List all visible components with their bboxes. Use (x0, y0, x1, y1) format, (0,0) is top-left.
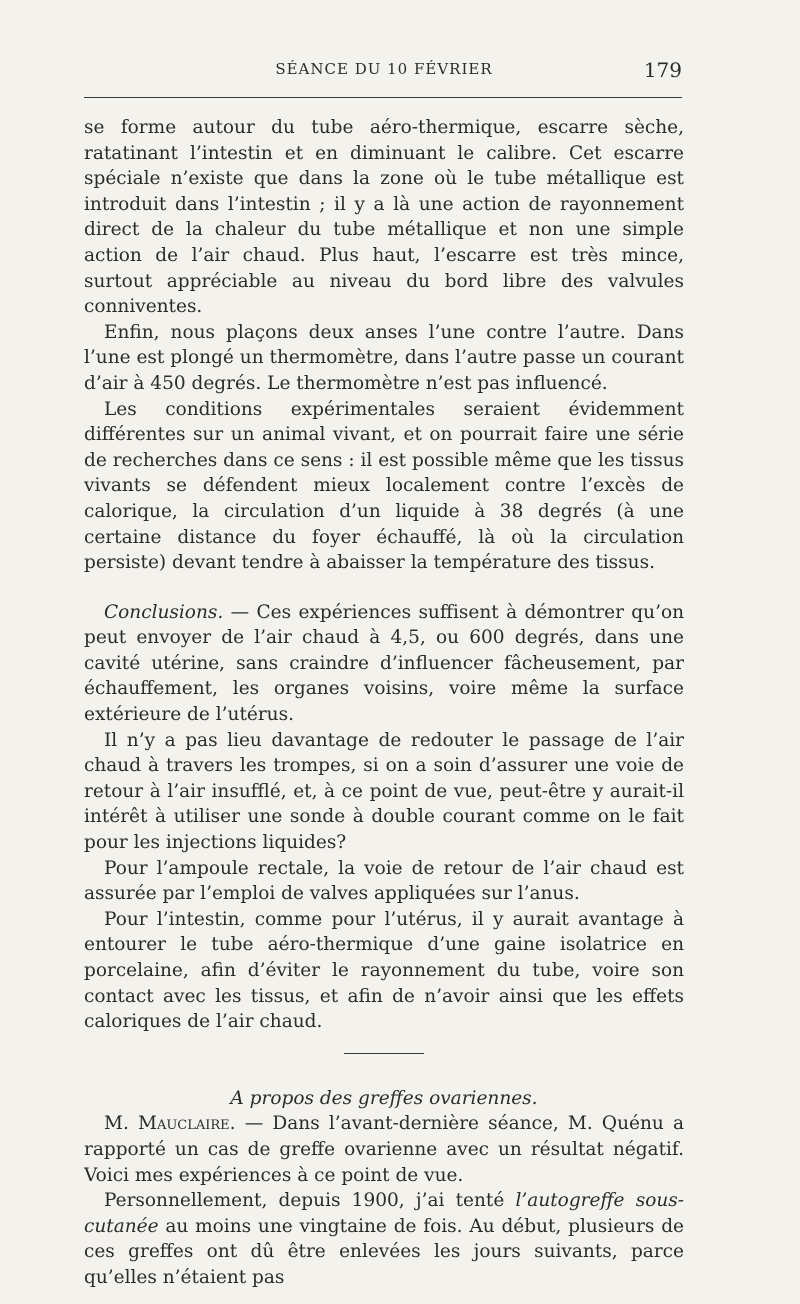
section-paragraph-2-a: Personnellement, depuis 1900, j’ai tenté (104, 1190, 516, 1212)
paragraph-6: Pour l’ampoule rectale, la voie de retour de l’air chaud est assurée par l’emploi de valves appliquées sur l’anus. (84, 857, 684, 905)
section-separator (344, 1053, 424, 1054)
paragraph-gap (84, 576, 684, 600)
conclusions-text: — Ces expériences suffisent à démontrer qu’on peut envoyer de l’air chaud à 4,5, ou 600 degrés, dans une cavité utérine, sans craindre d’influencer fâcheusement, par échauffement, les organes voisins, voire même la surface extérieure de l’utérus. (84, 601, 684, 726)
section-paragraph-2 (84, 1188, 684, 1290)
header-rule (84, 97, 682, 98)
paragraph-5: Il n’y a pas lieu davantage de redouter le passage de l’air chaud à travers les trompes, si on a soin d’assurer une voie de retour à l’air insufflé, et, à ce point de vue, peut-être y aurait-il intérêt à utiliser une sonde à double courant comme on le fait pour les injections liquides? (84, 729, 684, 854)
paragraph-2: Enfin, nous plaçons deux anses l’une contre l’autre. Dans l’une est plongé un thermomètre, dans l’autre passe un courant d’air à 450 degrés. Le thermomètre n’est pas influencé. (84, 321, 684, 394)
running-title: SÉANCE DU 10 FÉVRIER (275, 60, 493, 78)
conclusions-label: Conclusions. (104, 601, 224, 623)
section-paragraph-1 (84, 1111, 684, 1188)
paragraph-1: se forme autour du tube aéro-thermique, escarre sèche, ratatinant l’intestin et en diminuant le calibre. Cet escarre spéciale n’existe que dans la zone où le tube métallique est introduit dans l’intestin ; il y a là une action de rayonnement direct de la chaleur du tube métallique et non une simple action de l’air chaud. Plus haut, l’escarre est très mince, surtout appréciable au niveau du bord libre des valvules conniventes. (84, 117, 684, 318)
section-paragraph-2-b: au moins une vingtaine de fois. Au début, plusieurs de ces greffes ont dû être enlevées les jours suivants, parce qu’elles n’étaient pas (84, 1215, 684, 1288)
section-paragraph-2-em: l’autogreffe sous-cutanée (84, 1190, 684, 1237)
section-paragraph-1-text: — Dans l’avant-dernière séance, M. Quénu a rapporté un cas de greffe ovarienne avec un résultat négatif. Voici mes expériences à ce point de vue. (84, 1113, 684, 1186)
running-header (84, 58, 684, 88)
section-title: A propos des greffes ovariennes. (230, 1087, 538, 1109)
paragraph-conclusions (84, 600, 684, 728)
paragraph-7: Pour l’intestin, comme pour l’utérus, il y aurait avantage à entourer le tube aéro-thermique d’une gaine isolatrice en porcelaine, afin d’éviter le rayonnement du tube, voire son contact avec les tissus, et afin de n’avoir ainsi que les effets caloriques de l’air chaud. (84, 908, 684, 1033)
page-number: 179 (643, 58, 682, 82)
author-name: M. Mauclaire. (104, 1113, 236, 1135)
page-body (84, 115, 684, 1291)
paragraph-3: Les conditions expérimentales seraient évidemment différentes sur un animal vivant, et on pourrait faire une série de recherches dans ce sens : il est possible même que les tissus vivants se défendent mieux localement contre l’excès de calorique, la circulation d’un liquide à 38 degrés (à une certaine distance du foyer échauffé, là où la circulation persiste) devant tendre à abaisser la température des tissus. (84, 398, 684, 574)
